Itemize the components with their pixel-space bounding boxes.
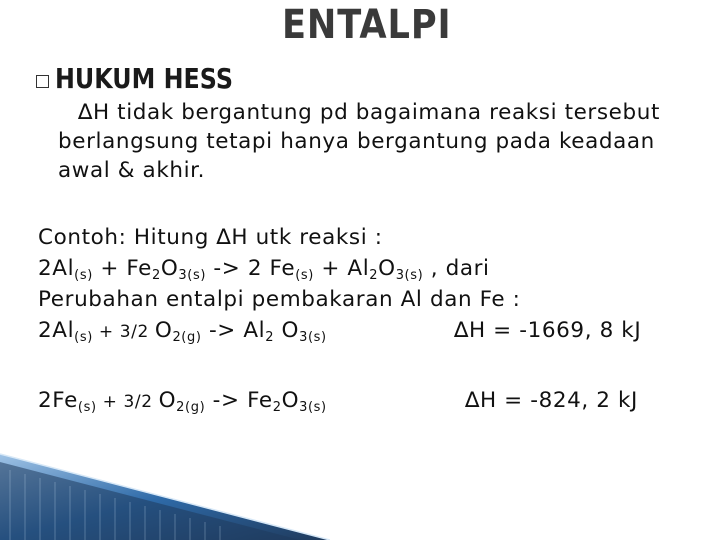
corner-decoration — [0, 440, 330, 540]
reaction-2-subscript: 3(s) — [299, 400, 327, 415]
reaction-1-subscript: 3(s) — [299, 330, 327, 345]
target-reaction-part: O — [378, 256, 396, 281]
reaction-1 — [38, 315, 642, 346]
reaction-1-part: O — [154, 318, 173, 343]
target-reaction-part: -> 2 Fe — [206, 256, 296, 281]
combustion-text: Perubahan entalpi pembakaran Al dan Fe : — [38, 287, 521, 312]
bullet-box-icon — [36, 75, 49, 88]
target-reaction-part: + Al — [313, 256, 370, 281]
bullet-heading-row — [36, 62, 264, 95]
target-reaction — [38, 253, 521, 284]
target-reaction-subscript: 2 — [369, 268, 379, 283]
example-block — [38, 222, 642, 346]
target-reaction-part: , dari — [423, 256, 490, 281]
example-intro: Contoh: Hitung ∆H utk reaksi : — [38, 225, 383, 250]
reaction-1-part: 2Al — [38, 318, 75, 343]
reaction-2-part: O — [281, 388, 300, 413]
reaction-2-coefficient: + 3/2 — [96, 392, 159, 412]
hess-law-definition — [58, 98, 698, 185]
reaction-1-enthalpy: ∆H = -1669, 8 kJ — [454, 318, 642, 343]
reaction-2-subscript: 2 — [272, 400, 282, 415]
slide-title: ENTALPI — [282, 2, 452, 48]
reaction-1-subscript: (s) — [74, 330, 93, 345]
definition-line-3: awal & akhir. — [58, 158, 206, 183]
target-reaction-subscript: (s) — [295, 268, 314, 283]
target-reaction-part: 2Al — [38, 256, 75, 281]
target-reaction-subscript: 3(s) — [178, 268, 206, 283]
reaction-2-part: 2Fe — [38, 388, 78, 413]
reaction-2 — [38, 388, 639, 415]
bullet-heading: HUKUM HESS — [55, 62, 233, 95]
reaction-2-subscript: 2(g) — [176, 400, 206, 415]
reaction-2-enthalpy: ∆H = -824, 2 kJ — [465, 388, 639, 413]
definition-line-2: berlangsung tetapi hanya bergantung pada keadaan — [58, 129, 655, 154]
target-reaction-part: O — [160, 256, 179, 281]
reaction-1-subscript: 2(g) — [172, 330, 202, 345]
target-reaction-subscript: 3(s) — [395, 268, 424, 283]
reaction-2-part: O — [158, 388, 177, 413]
target-reaction-subscript: (s) — [74, 268, 93, 283]
reaction-1-part: O — [274, 318, 300, 343]
target-reaction-subscript: 2 — [152, 268, 161, 283]
reaction-2-subscript: (s) — [77, 400, 97, 415]
reaction-2-part: -> Fe — [205, 388, 273, 413]
reaction-1-subscript: 2 — [265, 330, 275, 345]
definition-line-1: ∆H tidak bergantung pd bagaimana reaksi tersebut — [78, 100, 661, 125]
reaction-1-coefficient: + 3/2 — [92, 322, 155, 342]
reaction-1-part: -> Al — [201, 318, 266, 343]
target-reaction-part: + Fe — [92, 256, 152, 281]
